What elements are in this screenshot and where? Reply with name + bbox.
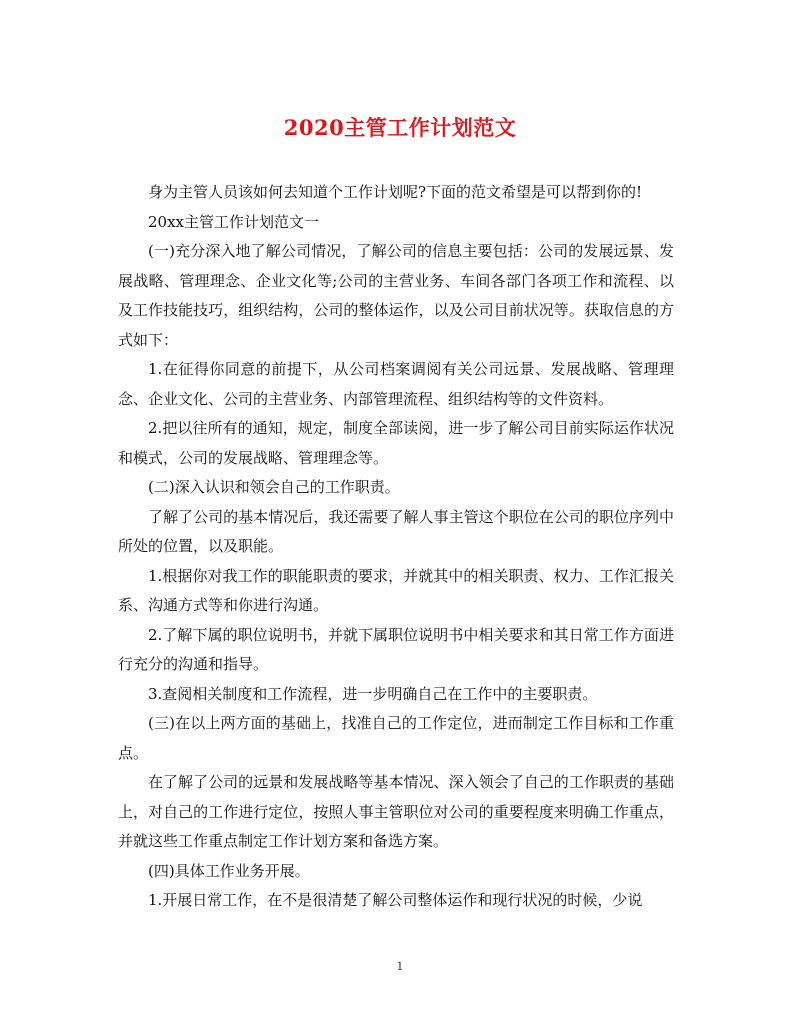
paragraph: (一)充分深入地了解公司情况，了解公司的信息主要包括：公司的发展远景、发展战略、管理理念、企业文化等;公司的主营业务、车间各部门各项工作和流程、以及工作技能技巧，组织结构，公司的整体运作，以及公司目前状况等。获取信息的方式如下： [118, 242, 674, 349]
list-item: 1.根据你对我工作的职能职责的要求，并就其中的相关职责、权力、工作汇报关系、沟通方式等和你进行沟通。 [118, 566, 674, 614]
paragraph: (四)具体工作业务开展。 [148, 861, 310, 880]
document-title: 2020主管工作计划范文 [283, 115, 517, 140]
list-item: 1.在征得你同意的前提下，从公司档案调阅有关公司远景、发展战略、管理理念、企业文化、公司的主营业务、内部管理流程、组织结构等的文件资料。 [118, 360, 674, 408]
document-body [118, 178, 674, 916]
paragraph: 了解了公司的基本情况后，我还需要了解人事主管这个职位在公司的职位序列中所处的位置，以及职能。 [118, 507, 674, 555]
list-item: 2.了解下属的职位说明书，并就下属职位说明书中相关要求和其日常工作方面进行充分的沟通和指导。 [118, 625, 674, 673]
page-number: 1 [396, 960, 404, 973]
list-item: 2.把以往所有的通知，规定，制度全部读阅，进一步了解公司目前实际运作状况和模式，公司的发展战略、管理理念等。 [118, 419, 674, 467]
section-heading: 20xx主管工作计划范文一 [148, 212, 320, 231]
paragraph: (二)深入认识和领会自己的工作职责。 [148, 478, 400, 496]
list-item: 3.查阅相关制度和工作流程，进一步明确自己在工作中的主要职责。 [148, 684, 598, 703]
paragraph: 身为主管人员该如何去知道个工作计划呢?下面的范文希望是可以帮到你的! [148, 183, 643, 201]
paragraph: 在了解了公司的远景和发展战略等基本情况、深入领会了自己的工作职责的基础上，对自己的工作进行定位，按照人事主管职位对公司的重要程度来明确工作重点，并就这些工作重点制定工作计划方案和备选方案。 [118, 773, 674, 850]
list-item: 1.开展日常工作，在不是很清楚了解公司整体运作和现行状况的时候，少说 [148, 891, 643, 909]
paragraph: (三)在以上两方面的基础上，找准自己的工作定位，进而制定工作目标和工作重点。 [118, 714, 674, 762]
